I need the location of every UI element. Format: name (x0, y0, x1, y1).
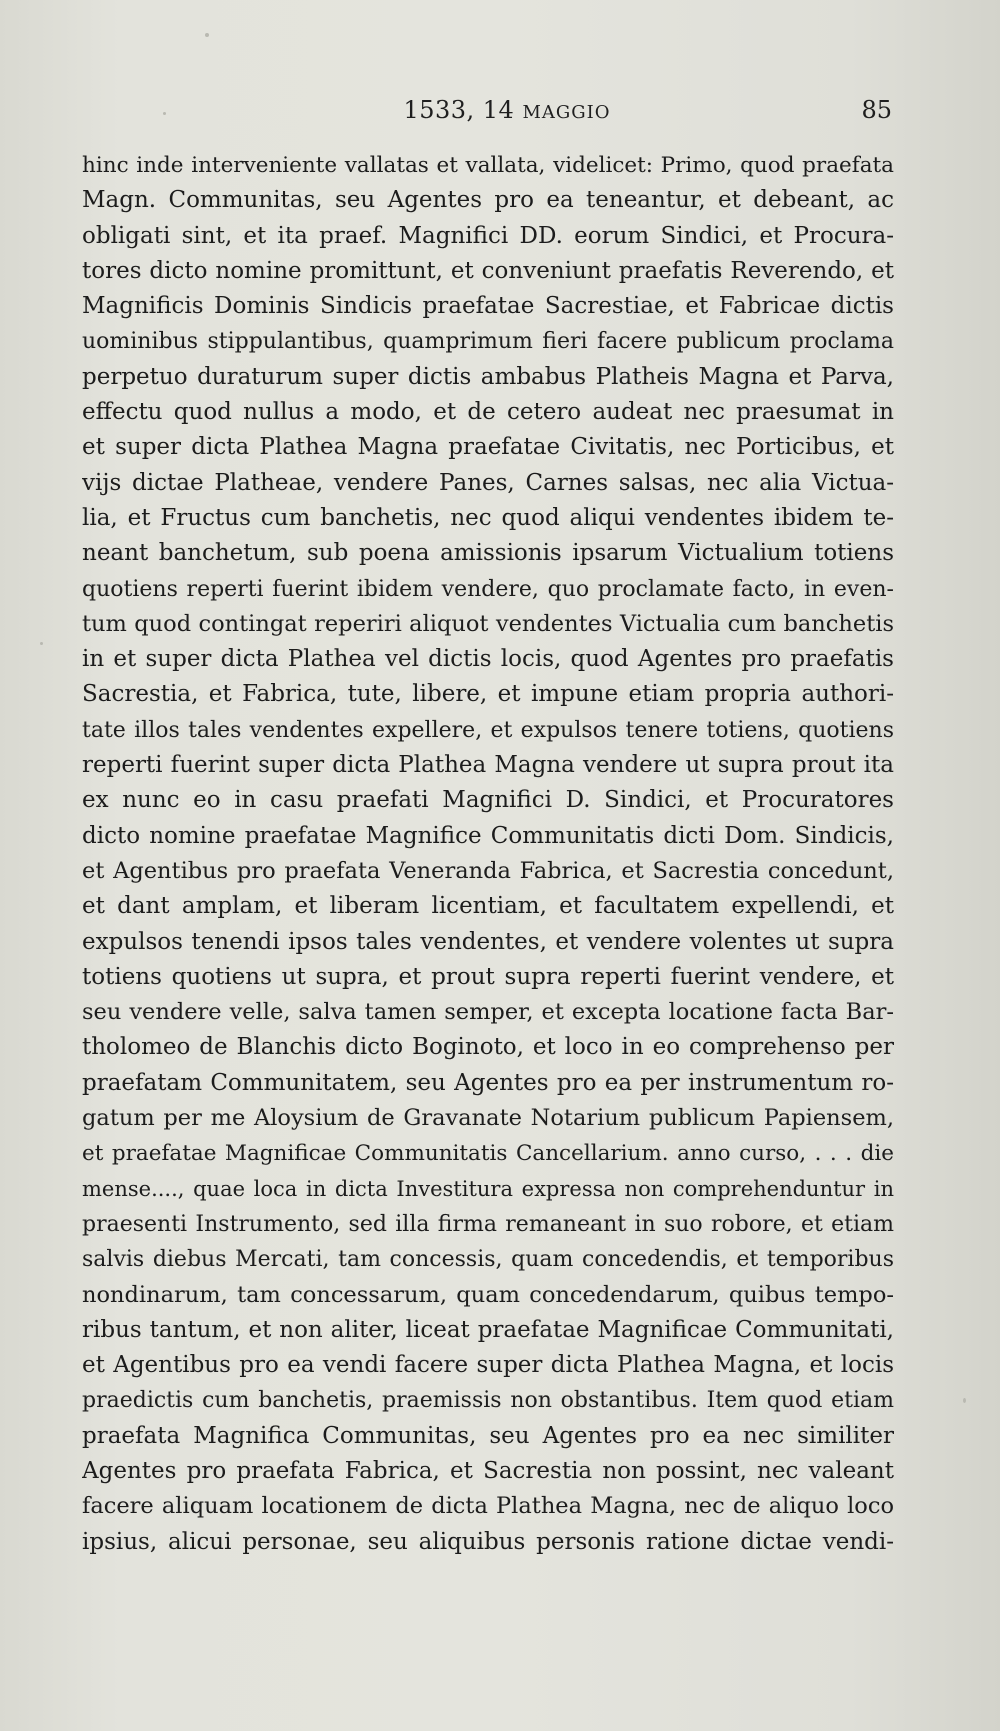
text-line: dicto nomine praefatae Magnifice Communitatis dicti Dom. Sindicis, (82, 822, 894, 849)
text-line: Magnificis Dominis Sindicis praefatae Sacrestiae, et Fabricae dictis (82, 293, 894, 320)
text-line: reperti fuerint super dicta Plathea Magna vendere ut supra prout ita (82, 752, 894, 779)
text-line: praesenti Instrumento, sed illa firma remaneant in suo robore, et etiam (82, 1211, 894, 1237)
page-body-text (82, 148, 894, 1560)
text-line: lia, et Fructus cum banchetis, nec quod aliqui vendentes ibidem te- (82, 504, 894, 531)
text-line: gatum per me Aloysium de Gravanate Notarium publicum Papiensem, (82, 1105, 894, 1132)
text-line: tate illos tales vendentes expellere, et expulsos tenere totiens, quotiens (82, 717, 894, 743)
text-line: obligati sint, et ita praef. Magnifici DD. eorum Sindici, et Procura- (82, 222, 894, 249)
text-line: et Agentibus pro ea vendi facere super dicta Plathea Magna, et locis (82, 1352, 894, 1379)
header-month: MAGGIO (522, 102, 611, 123)
text-line: effectu quod nullus a modo, et de cetero audeat nec praesumat in (82, 399, 894, 426)
text-line: in et super dicta Plathea vel dictis locis, quod Agentes pro praefatis (82, 646, 894, 673)
text-line: mense...., quae loca in dicta Investitura expressa non comprehenduntur in (82, 1176, 894, 1201)
text-line: hinc inde interveniente vallatas et vallata, videlicet: Primo, quod praefata (82, 153, 894, 178)
text-line: perpetuo duraturum super dictis ambabus Platheis Magna et Parva, (82, 363, 894, 390)
text-line: tores dicto nomine promittunt, et conveniunt praefatis Reverendo, et (82, 257, 894, 284)
text-line: praefata Magnifica Communitas, seu Agentes pro ea nec similiter (82, 1422, 894, 1449)
header-date-text: 1533, 14 (403, 96, 515, 124)
text-line: ex nunc eo in casu praefati Magnifici D. Sindici, et Procuratores (82, 787, 894, 814)
text-line: vijs dictae Platheae, vendere Panes, Carnes salsas, nec alia Victua- (82, 469, 894, 496)
text-line: et dant amplam, et liberam licentiam, et facultatem expellendi, et (82, 893, 894, 920)
paper-speck (205, 33, 209, 37)
text-line: ipsius, alicui personae, seu aliquibus personis ratione dictae vendi- (82, 1528, 894, 1555)
text-line: neant banchetum, sub poena amissionis ipsarum Victualium totiens (82, 540, 894, 567)
text-line: salvis diebus Mercati, tam concessis, quam concedendis, et temporibus (82, 1247, 894, 1273)
text-line: facere aliquam locationem de dicta Plathea Magna, nec de aliquo loco (82, 1493, 894, 1520)
page-number: 85 (861, 96, 892, 124)
paper-speck (40, 642, 43, 645)
text-line: tum quod contingat reperiri aliquot vendentes Victualia cum banchetis (82, 610, 894, 637)
text-line: et super dicta Plathea Magna praefatae Civitatis, nec Porticibus, et (82, 434, 894, 461)
text-line: et Agentibus pro praefata Veneranda Fabrica, et Sacrestia concedunt, (82, 857, 894, 884)
text-line: expulsos tenendi ipsos tales vendentes, et vendere volentes ut supra (82, 928, 894, 955)
header-date (82, 96, 892, 124)
text-line: ribus tantum, et non aliter, liceat praefatae Magnificae Communitati, (82, 1316, 894, 1343)
text-line: tholomeo de Blanchis dicto Boginoto, et loco in eo comprehenso per (82, 1034, 894, 1061)
running-header (82, 96, 892, 132)
text-line: seu vendere velle, salva tamen semper, et excepta locatione facta Bar- (82, 999, 894, 1026)
paper-speck (963, 1398, 966, 1403)
text-line: totiens quotiens ut supra, et prout supra reperti fuerint vendere, et (82, 963, 894, 990)
text-line: Magn. Communitas, seu Agentes pro ea teneantur, et debeant, ac (82, 187, 894, 214)
text-line: nondinarum, tam concessarum, quam concedendarum, quibus tempo- (82, 1281, 894, 1308)
text-line: Sacrestia, et Fabrica, tute, libere, et impune etiam propria authori- (82, 681, 894, 708)
text-line: quotiens reperti fuerint ibidem vendere, quo proclamate facto, in even- (82, 576, 894, 602)
text-line: uominibus stippulantibus, quamprimum fieri facere publicum proclama (82, 329, 894, 355)
text-line: praedictis cum banchetis, praemissis non obstantibus. Item quod etiam (82, 1388, 894, 1414)
text-line: et praefatae Magnificae Communitatis Cancellarium. anno curso, . . . die (82, 1141, 894, 1167)
text-line: praefatam Communitatem, seu Agentes pro ea per instrumentum ro- (82, 1069, 894, 1096)
text-line: Agentes pro praefata Fabrica, et Sacrestia non possint, nec valeant (82, 1457, 894, 1484)
